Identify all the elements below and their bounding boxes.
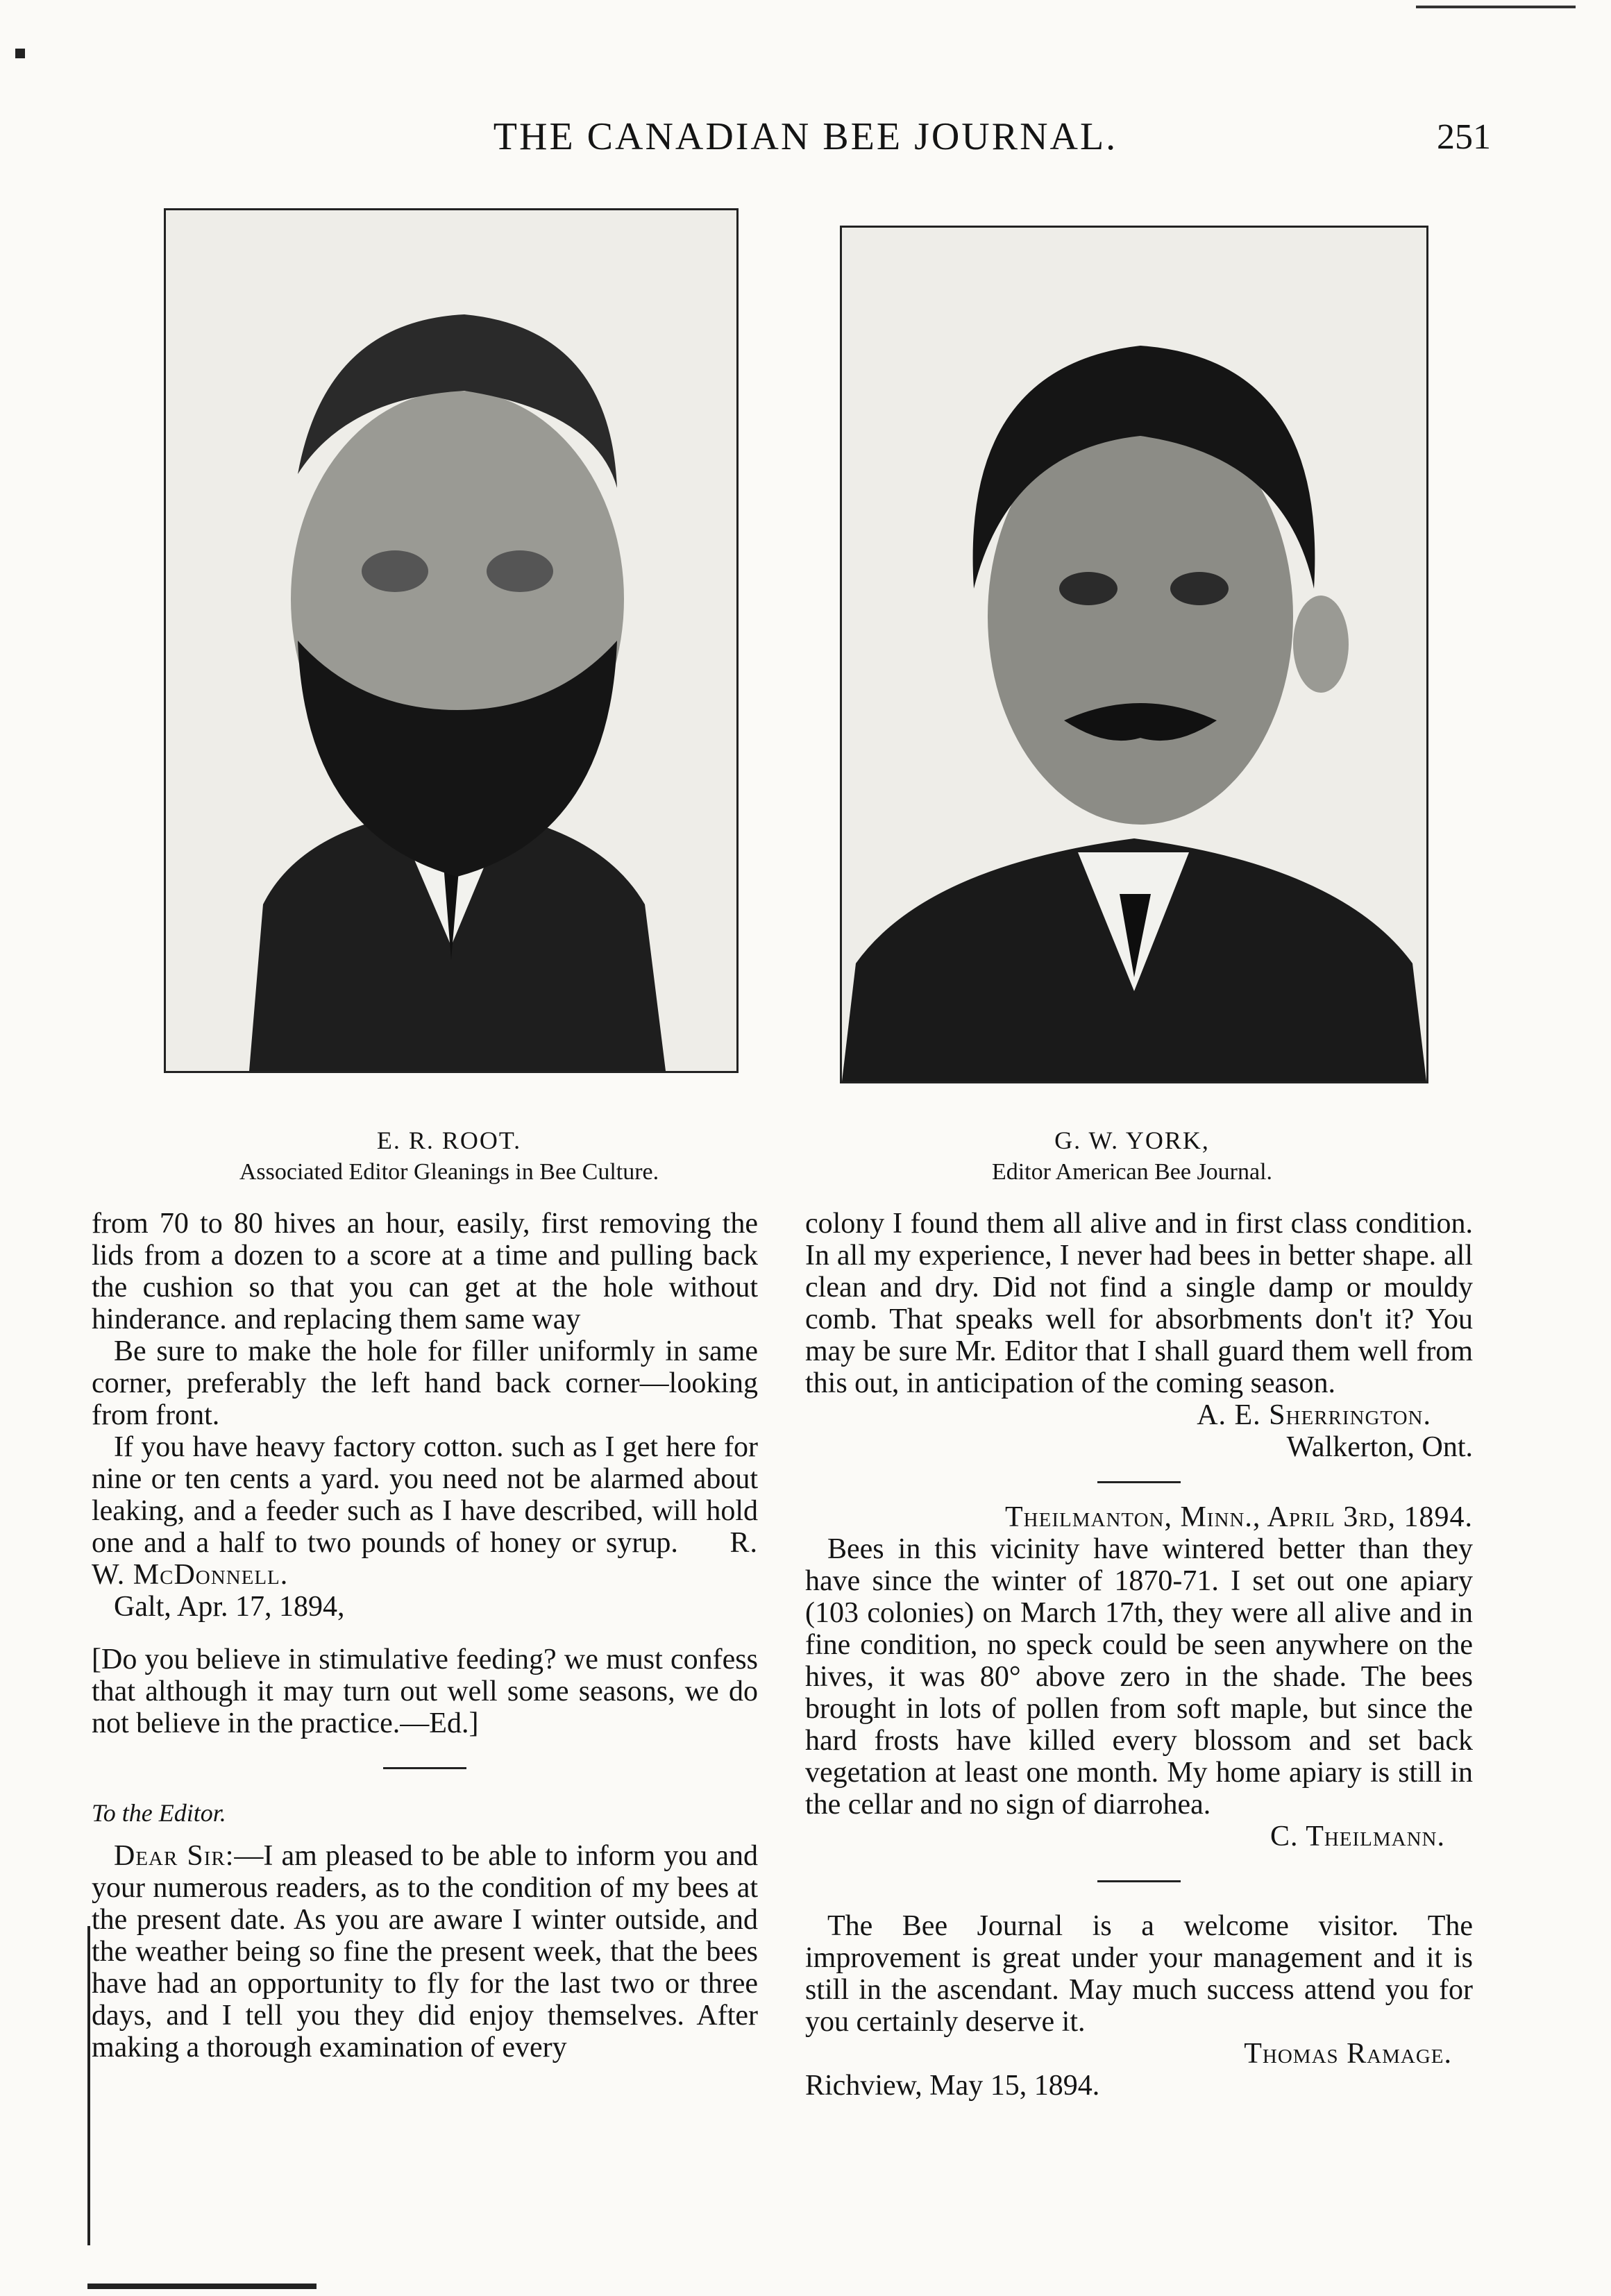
portrait-illustration: [842, 228, 1426, 1081]
salutation: To the Editor.: [92, 1799, 226, 1827]
paragraph: colony I found them all alive and in first class condition. In all my experience, I never had bees in better shape. all clean and dry. Did not find a single damp or mouldy comb. That speaks well for absorbments don't it? You may be sure Mr. Editor that I shall guard them well from this out, in anticipation of the coming season.: [805, 1208, 1473, 1399]
letter-text: —I am pleased to be able to inform you and your numerous readers, as to the condition of my bees at the present date. As you are aware I winter outside, and the weather being so fine the present week, that the bees have had an opportunity to fly for the last two or three days, and I tell you they did enjoy themselves. After making a thorough examination of every: [92, 1840, 759, 2063]
caption-title: Editor American Bee Journal.: [991, 1159, 1273, 1185]
caption-title: Associated Editor Gleanings in Bee Culture.: [239, 1159, 659, 1185]
signature: R. W. McDonnell.: [92, 1527, 759, 1591]
portrait-photo-york: [840, 226, 1428, 1083]
margin-mark: [15, 49, 25, 58]
caption-name: G. W. YORK,: [1054, 1126, 1210, 1154]
journal-title: THE CANADIAN BEE JOURNAL.: [493, 115, 1118, 158]
dateline: Theilmanton, Minn., April 3rd, 1894.: [1005, 1501, 1473, 1533]
dateline: Galt, Apr. 17, 1894,: [114, 1591, 345, 1623]
section-rule: [1097, 1880, 1181, 1882]
letter-opening: Dear Sir:: [114, 1840, 235, 1872]
margin-bar: [87, 1926, 90, 2245]
paragraph: [92, 1431, 758, 1591]
paragraph-text: If you have heavy factory cotton. such as I get here for nine or ten cents a yard. you need not be alarmed about leaking, and a feeder such as I have described, will hold one and a half to two pounds of honey or syrup.: [92, 1431, 758, 1559]
caption-name: E. R. ROOT.: [376, 1126, 522, 1154]
bottom-rule: [87, 2284, 317, 2289]
signature-place: Walkerton, Ont.: [1286, 1431, 1473, 1463]
letter-paragraph: [92, 1840, 758, 2063]
portrait-caption-root: [164, 1124, 734, 1188]
portrait-caption-york: [840, 1124, 1424, 1188]
portrait-photo-root: [164, 208, 739, 1073]
signature-name: A. E. Sherrington.: [1197, 1399, 1431, 1431]
portrait-illustration: [166, 210, 736, 1071]
page-number: 251: [1437, 117, 1491, 157]
section-rule: [1097, 1481, 1181, 1483]
signature-place: Richview, May 15, 1894.: [805, 2070, 1100, 2102]
paragraph: The Bee Journal is a welcome visitor. The improvement is great under your management and it is still in the ascendant. May much success attend you for you certainly deserve it.: [805, 1910, 1473, 2038]
section-rule: [383, 1767, 466, 1769]
paragraph: Bees in this vicinity have wintered better than they have since the winter of 1870-71. I set out one apiary (103 colonies) on March 17th, they were all alive and in fine condition, no speck could be seen anywhere on the hives, it was 80° above zero in the shade. The bees brought in lots of pollen from soft maple, but since the hard frosts have killed every blossom and set back vegetation at least one month. My home apiary is still in the cellar and no sign of diarrohea.: [805, 1533, 1473, 1821]
paragraph: Be sure to make the hole for filler uniformly in same corner, preferably the left hand back corner—looking from front.: [92, 1335, 758, 1431]
paragraph: from 70 to 80 hives an hour, easily, first removing the lids from a dozen to a score at a time and pulling back the cushion so that you can get at the hole without hinderance. and replacing them same way: [92, 1208, 758, 1335]
signature-name: Thomas Ramage.: [1244, 2038, 1452, 2070]
signature: C. Theilmann.: [1270, 1821, 1445, 1852]
right-text-column: [805, 1208, 1473, 2102]
left-text-column: [92, 1208, 758, 2063]
editor-note: [Do you believe in stimulative feeding? we must confess that although it may turn out well some seasons, we do not believe in the practice.—Ed.]: [92, 1644, 758, 1739]
corner-print-mark: [1416, 6, 1576, 8]
